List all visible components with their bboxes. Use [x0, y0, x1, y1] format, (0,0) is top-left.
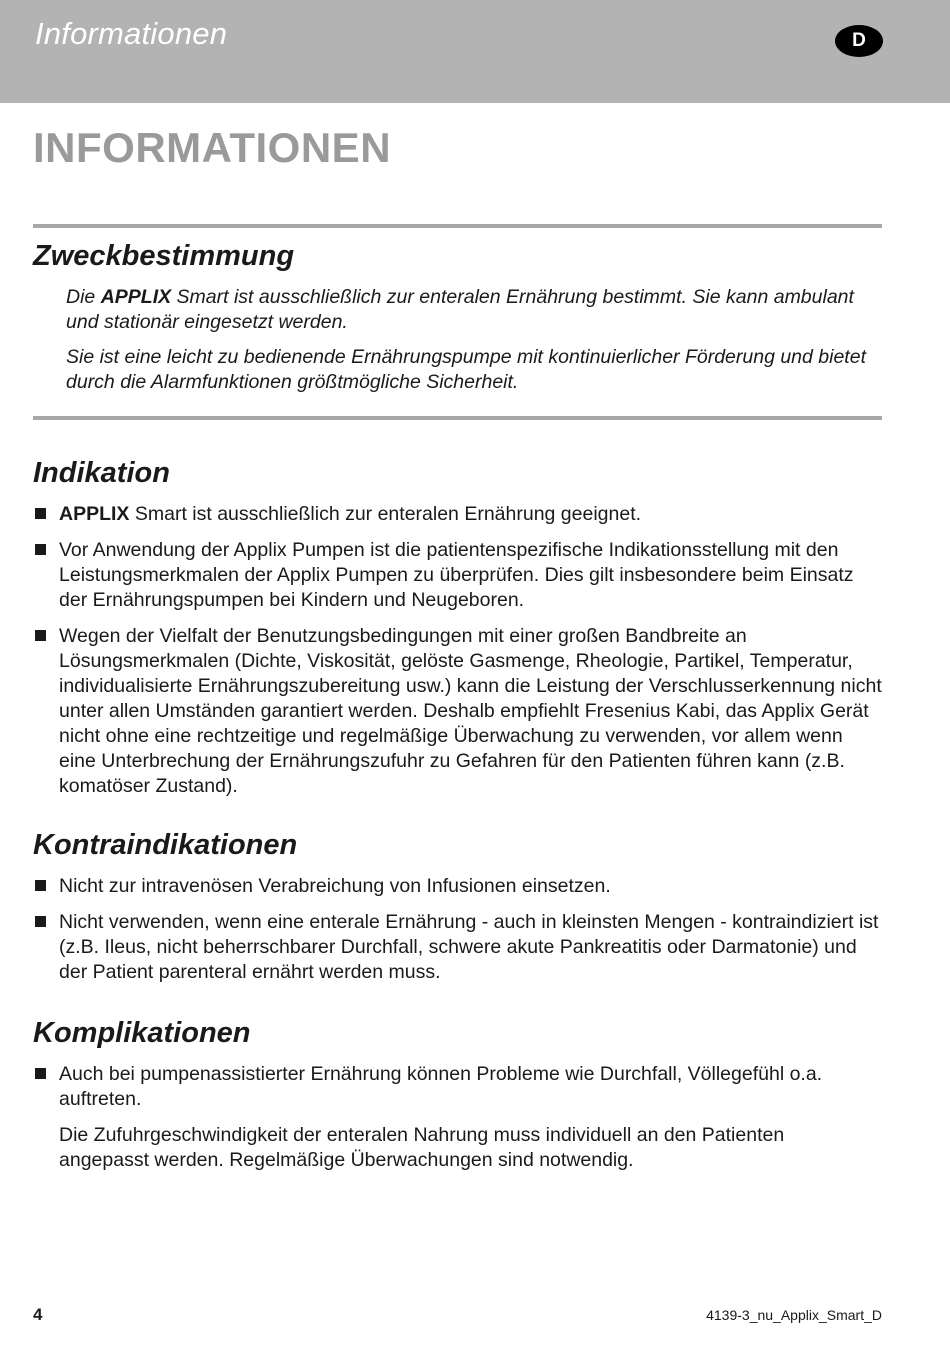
list-item	[33, 624, 883, 799]
indikation-item-1: Smart ist ausschließlich zur enteralen Ernährung geeignet.	[129, 503, 642, 525]
heading-indikation: Indikation	[33, 457, 170, 489]
bullet-square-icon	[35, 916, 46, 927]
bullet-square-icon	[35, 508, 46, 519]
bullet-square-icon	[35, 544, 46, 555]
list-item	[33, 502, 883, 527]
section-divider	[33, 224, 882, 228]
list-item	[33, 874, 883, 899]
zweck-paragraph-2: Sie ist eine leicht zu bedienende Ernährungspumpe mit kontinuierlicher Förderung und bietet durch die Alarmfunktionen größtmögliche Sicherheit.	[66, 346, 866, 393]
page-number: 4	[33, 1305, 43, 1324]
kompl-item-1: Auch bei pumpenassistierter Ernährung können Probleme wie Durchfall, Völlegefühl o.a. auftreten.	[59, 1063, 823, 1110]
brand-applix: APPLIX	[59, 503, 130, 525]
list-item	[33, 1062, 883, 1112]
brand-applix: APPLIX	[100, 286, 172, 308]
bullet-square-icon	[35, 630, 46, 641]
kontra-item-2: Nicht verwenden, wenn eine enterale Ernährung - auch in kleinsten Mengen - kontraindiziert ist (z.B. Ileus, nicht beherrschbarer Durchfall, schwere akute Pankreatitis oder Darmatonie) und der Patient parenteral ernährt werden muss.	[59, 911, 879, 983]
header-title: Informationen	[35, 16, 228, 51]
kontra-item-1: Nicht zur intravenösen Verabreichung von Infusionen einsetzen.	[59, 875, 611, 897]
heading-komplikationen: Komplikationen	[33, 1017, 251, 1049]
language-badge: D	[835, 25, 883, 57]
zweck-paragraph-1	[66, 285, 886, 335]
heading-kontraindikationen: Kontraindikationen	[33, 829, 298, 861]
heading-zweckbestimmung: Zweckbestimmung	[33, 240, 295, 272]
list-item	[33, 910, 883, 985]
section-divider	[33, 416, 882, 420]
indikation-list	[33, 502, 883, 810]
zweck-p1-text: Smart ist ausschließlich zur enteralen Ernährung bestimmt. Sie kann ambulant und stationär eingesetzt werden.	[66, 286, 854, 333]
page-header	[0, 0, 950, 103]
page-title: INFORMATIONEN	[33, 124, 392, 171]
list-item	[33, 538, 883, 613]
kontraindikationen-list	[33, 874, 883, 996]
bullet-square-icon	[35, 880, 46, 891]
indikation-item-3: Wegen der Vielfalt der Benutzungsbedingungen mit einer großen Bandbreite an Lösungsmerkmalen (Dichte, Viskosität, gelöste Gasmenge, Rheologie, Partikel, Temperatur, individualisierte Ernährungszubereitung usw.) kann die Leistung der Verschlusserkennung nicht unter allen Umständen garantiert werden. Deshalb empfiehlt Fresenius Kabi, das Applix Gerät nicht ohne eine rechtzeitige und regelmäßige Überwachung zu verwenden, vor allem wenn eine Unterbrechung der Ernährungszufuhr zu Gefahren für den Patienten führen kann (z.B. komatöser Zustand).	[59, 625, 882, 797]
bullet-square-icon	[35, 1068, 46, 1079]
zweck-p1-prefix: Die	[66, 286, 101, 308]
komplikationen-list	[33, 1062, 883, 1123]
indikation-item-2: Vor Anwendung der Applix Pumpen ist die patientenspezifische Indikationsstellung mit den Leistungsmerkmalen der Applix Pumpen zu überprüfen. Dies gilt insbesondere beim Einsatz der Ernährungspumpen bei Kindern und Neugeboren.	[59, 539, 854, 611]
kompl-paragraph: Die Zufuhrgeschwindigkeit der enteralen Nahrung muss individuell an den Patienten angepasst werden. Regelmäßige Überwachungen sind notwendig.	[59, 1124, 785, 1171]
document-code: 4139-3_nu_Applix_Smart_D	[706, 1307, 882, 1323]
